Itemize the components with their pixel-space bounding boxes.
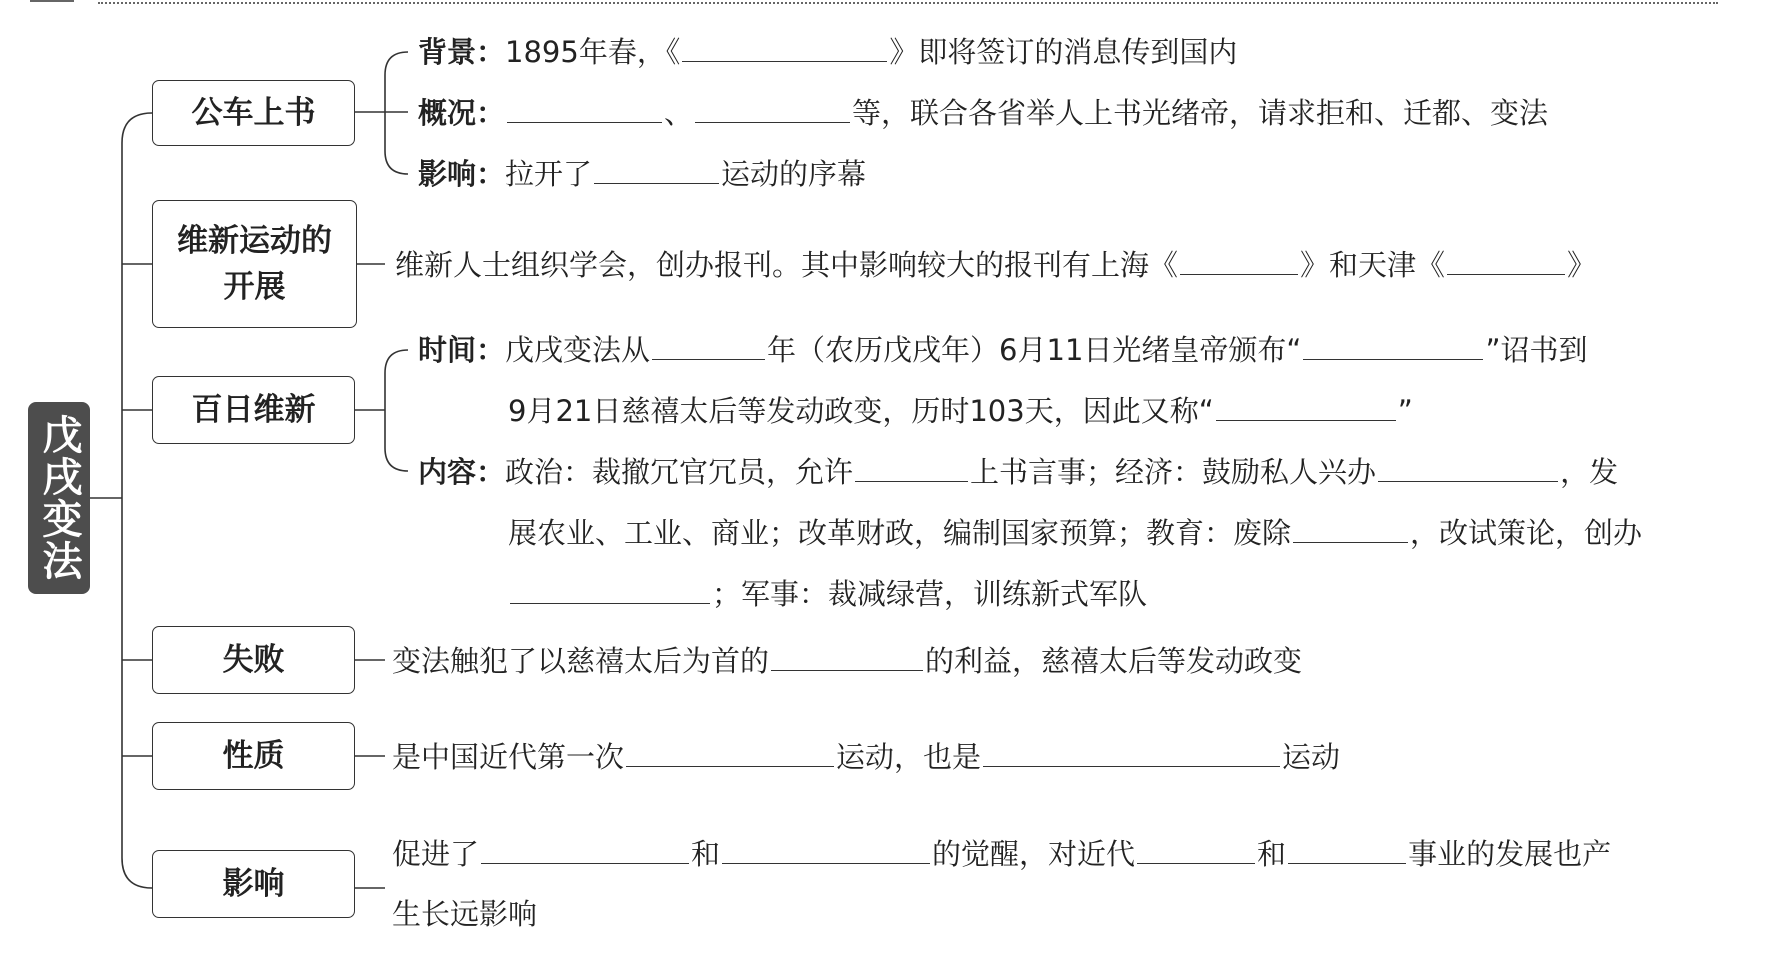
gongche-background-text1: 1895年春，《 xyxy=(505,35,681,69)
node-weixin-line2: 开展 xyxy=(223,269,286,305)
node-yingxiang: 影响 xyxy=(152,850,355,918)
yingxiang-text5: 事业的发展也产 xyxy=(1408,837,1612,871)
blank-tianjin-paper[interactable] xyxy=(1447,244,1565,275)
yingxiang-detail-line1 xyxy=(392,833,1611,873)
bairi-time-text2: 年（农历戊戌年）6月11日光绪皇帝颁布“ xyxy=(767,333,1302,367)
yingxiang-text2: 和 xyxy=(691,837,721,871)
gongche-overview-label: 概况 xyxy=(418,96,477,130)
node-weixin-line1: 维新运动的 xyxy=(177,222,332,259)
gongche-impact-label: 影响 xyxy=(418,157,477,191)
blank-enterprise[interactable] xyxy=(1378,451,1558,482)
blank-petitioners[interactable] xyxy=(855,451,968,482)
gongche-background-label: 背景 xyxy=(418,35,477,69)
xingzhi-text3: 运动 xyxy=(1282,740,1341,774)
blank-shanghai-paper[interactable] xyxy=(1180,244,1298,275)
bairi-content-line1: 内容：政治：裁撤冗官冗员，允许 上书言事；经济：鼓励私人兴办 ，发 xyxy=(418,451,1618,491)
node-shibai: 失败 xyxy=(152,626,355,694)
shibai-detail-line xyxy=(392,640,1302,680)
blank-edict[interactable] xyxy=(1303,329,1483,360)
gongche-impact-line: 影响：拉开了 运动的序幕 xyxy=(418,153,866,193)
blank-abolished[interactable] xyxy=(1293,512,1408,543)
bairi-content-line2 xyxy=(508,512,1642,552)
blank-year[interactable] xyxy=(652,329,765,360)
bairi-time-line2 xyxy=(508,390,1413,430)
node-weixin-yundong xyxy=(152,200,357,328)
weixin-detail-line xyxy=(395,244,1596,284)
yingxiang-text1: 促进了 xyxy=(392,837,480,871)
blank-movement[interactable] xyxy=(594,153,719,184)
gongche-overview-text1: 、 xyxy=(664,96,694,130)
bairi-content-text2: 上书言事；经济：鼓励私人兴办 xyxy=(970,455,1377,489)
gongche-impact-text2: 运动的序幕 xyxy=(721,157,867,191)
blank-awakening-2[interactable] xyxy=(722,833,930,864)
bairi-content-label: 内容 xyxy=(418,455,477,489)
bairi-time-text5: ” xyxy=(1397,394,1413,428)
bairi-content-text4: 展农业、工业、商业；改革财政，编制国家预算；教育：废除 xyxy=(508,516,1292,550)
bairi-time-text3: ”诏书到 xyxy=(1485,333,1588,367)
yingxiang-text4: 和 xyxy=(1257,837,1287,871)
blank-alt-name[interactable] xyxy=(1216,390,1396,421)
node-gongche-shangshu: 公车上书 xyxy=(152,80,355,146)
blank-nature-2[interactable] xyxy=(983,736,1280,767)
yingxiang-text3: 的觉醒，对近代 xyxy=(932,837,1136,871)
yingxiang-text6: 生长远影响 xyxy=(392,897,538,931)
xingzhi-text2: 运动，也是 xyxy=(836,740,982,774)
node-bairi-weixin: 百日维新 xyxy=(152,376,355,444)
yingxiang-detail-line2 xyxy=(392,894,537,934)
blank-person-1[interactable] xyxy=(507,92,662,123)
bracket-bairi xyxy=(355,350,408,471)
blank-awakening-1[interactable] xyxy=(481,833,689,864)
weixin-text3: 》 xyxy=(1567,248,1597,282)
node-xingzhi: 性质 xyxy=(152,722,355,790)
weixin-text1: 维新人士组织学会，创办报刊。其中影响较大的报刊有上海《 xyxy=(395,248,1179,282)
xingzhi-detail-line xyxy=(392,736,1340,776)
root-node-wuxu-bianfa: 戊戌变法 xyxy=(28,402,90,594)
bairi-content-text3: ，发 xyxy=(1560,455,1619,489)
blank-treaty[interactable] xyxy=(682,31,887,62)
bairi-content-text1: 政治：裁撤冗官冗员，允许 xyxy=(505,455,854,489)
xingzhi-text1: 是中国近代第一次 xyxy=(392,740,625,774)
bairi-time-text4: 9月21日慈禧太后等发动政变，历时103天，因此又称“ xyxy=(508,394,1214,428)
blank-field-1[interactable] xyxy=(1137,833,1255,864)
bairi-time-line1: 时间：戊戌变法从 年（农历戊戌年）6月11日光绪皇帝颁布“ ”诏书到 xyxy=(418,329,1587,369)
gongche-overview-line: 概况： 、 等，联合各省举人上书光绪帝，请求拒和、迁都、变法 xyxy=(418,92,1548,132)
blank-institution[interactable] xyxy=(510,573,710,604)
blank-person-2[interactable] xyxy=(695,92,850,123)
bairi-time-text1: 戊戌变法从 xyxy=(505,333,651,367)
gongche-impact-text1: 拉开了 xyxy=(505,157,593,191)
gongche-background-line: 背景：1895年春，《 》即将签订的消息传到国内 xyxy=(418,31,1237,71)
bairi-content-text6: ；军事：裁减绿营，训练新式军队 xyxy=(712,577,1148,611)
gongche-background-text2: 》即将签订的消息传到国内 xyxy=(889,35,1238,69)
bairi-time-label: 时间 xyxy=(418,333,477,367)
blank-faction[interactable] xyxy=(771,640,923,671)
bracket-gongche xyxy=(355,52,408,174)
main-trunk xyxy=(122,113,152,888)
blank-nature-1[interactable] xyxy=(626,736,834,767)
blank-field-2[interactable] xyxy=(1288,833,1406,864)
weixin-text2: 》和天津《 xyxy=(1300,248,1446,282)
shibai-text2: 的利益，慈禧太后等发动政变 xyxy=(925,644,1303,678)
bairi-content-text5: ，改试策论，创办 xyxy=(1410,516,1643,550)
gongche-overview-text2: 等，联合各省举人上书光绪帝，请求拒和、迁都、变法 xyxy=(852,96,1549,130)
bairi-content-line3 xyxy=(508,573,1147,613)
shibai-text1: 变法触犯了以慈禧太后为首的 xyxy=(392,644,770,678)
